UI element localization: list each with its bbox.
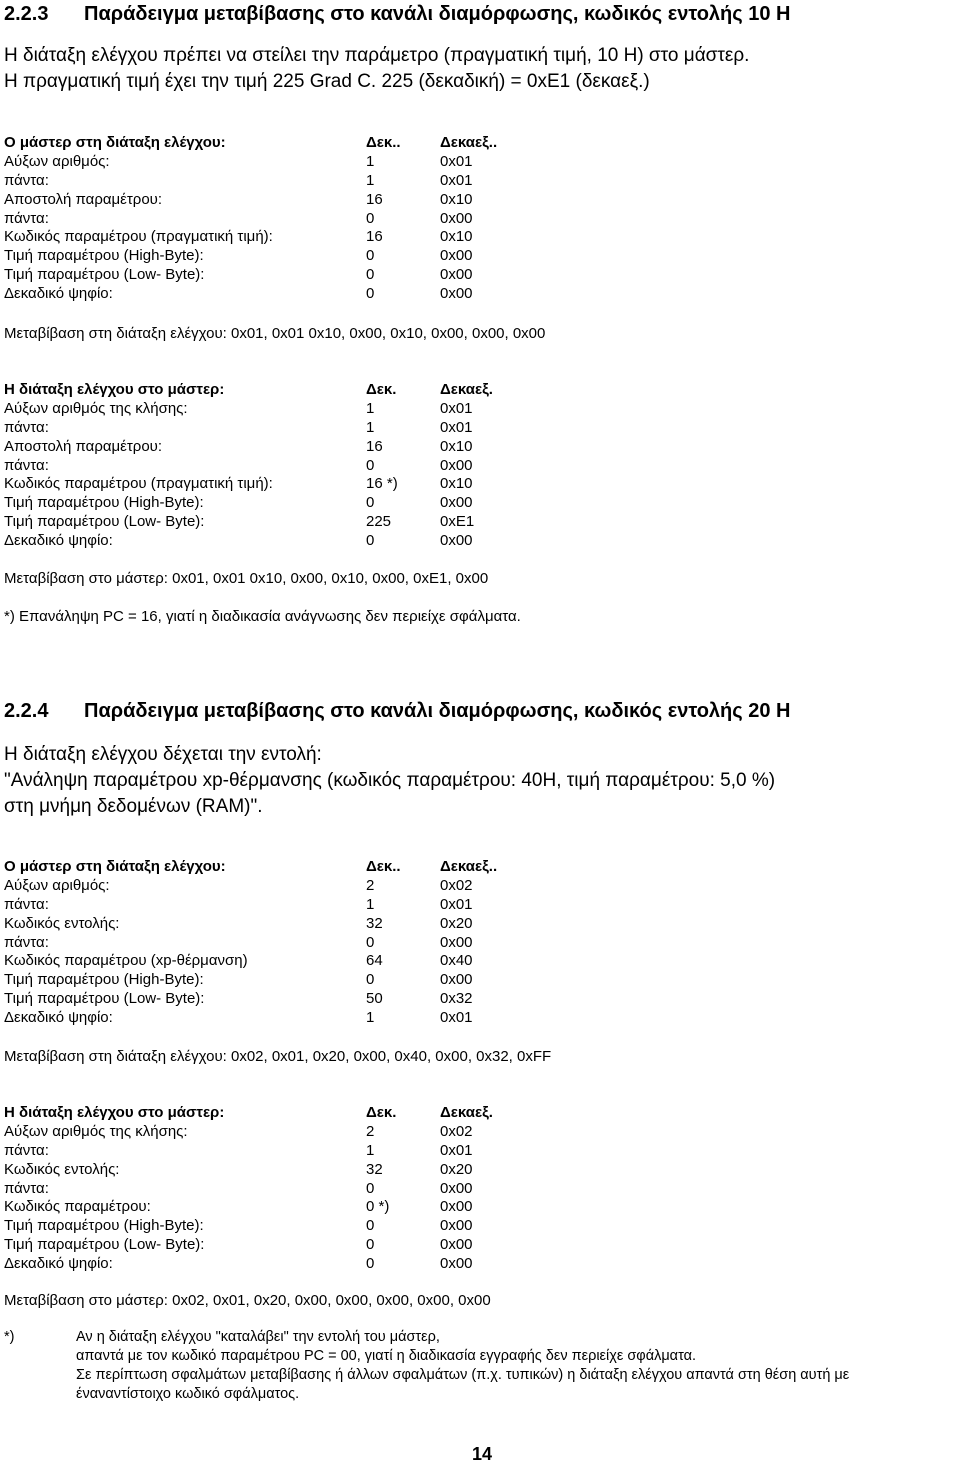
table-cell-hex: 0x20 [440,1160,473,1178]
table-cell-hex: 0x01 [440,399,473,417]
table-cell-hex: 0x01 [440,171,473,189]
table-cell-dec: 16 *) [366,475,398,493]
table-row [4,228,564,247]
table-cell-dec: Δεκ. [366,1104,397,1121]
intro-line: "Ανάληψη παραμέτρου xp-θέρμανσης (κωδικός παραμέτρου: 40H, τιμή παραμέτρου: 5,0 %) [4,770,776,791]
table-cell-dec: 0 [366,933,375,951]
table-row [4,513,564,532]
section-number: 2.2.4 [4,700,49,722]
table-cell-label: Τιμή παραμέτρου (Low- Byte): [4,513,205,531]
table-row [4,438,564,457]
table-row [4,247,564,266]
controller-to-master-table [4,381,564,551]
table-cell-label: Αποστολή παραμέτρου: [4,437,163,455]
table-cell-label: πάντα: [4,1179,49,1197]
table-row [4,1180,564,1199]
table-cell-label: Τιμή παραμέτρου (Low- Byte): [4,1236,205,1254]
table-row [4,1217,564,1236]
table-cell-hex: 0x00 [440,1198,473,1216]
table-cell-label: Αύξων αριθμός: [4,876,110,894]
table-cell-hex: 0x10 [440,437,473,455]
table-cell-dec: 0 [366,247,375,265]
table-cell-hex: 0x32 [440,990,473,1008]
page-number: 14 [472,1444,493,1464]
table-cell-label: πάντα: [4,456,49,474]
table-cell-hex: 0x10 [440,228,473,246]
table-cell-hex: 0x00 [440,1179,473,1197]
table-row [4,934,564,953]
section-heading [4,2,790,26]
table-cell-label: Αύξων αριθμός της κλήσης: [4,399,188,417]
section-number: 2.2.3 [4,3,49,25]
table-cell-dec: 0 [366,266,375,284]
table-cell-hex: 0x01 [440,895,473,913]
table-cell-label: Κωδικός παραμέτρου (xp-θέρμανση) [4,952,248,970]
table-row [4,971,564,990]
table-cell-dec: 0 [366,1236,375,1254]
table-cell-dec: 0 [366,1217,375,1235]
table-cell-hex: 0x00 [440,247,473,265]
table-cell-dec: 225 [366,513,392,531]
table-row [4,1123,564,1142]
table-cell-hex: 0x10 [440,190,473,208]
table-row [4,896,564,915]
table-cell-label: Κωδικός εντολής: [4,1160,120,1178]
table-cell-hex: 0x00 [440,532,473,550]
table-cell-hex: 0x01 [440,1009,473,1027]
table-cell-hex: 0x01 [440,1141,473,1159]
table-cell-label: Η διάταξη ελέγχου στο μάστερ: [4,1104,225,1121]
table-cell-dec: 16 [366,437,383,455]
table-cell-label: πάντα: [4,418,49,436]
table-cell-hex: 0x00 [440,285,473,303]
table-cell-label: Αύξων αριθμός της κλήσης: [4,1122,188,1140]
table-cell-label: Τιμή παραμέτρου (Low- Byte): [4,990,205,1008]
table-cell-dec: Δεκ. [366,381,397,398]
section-title: Παράδειγμα μεταβίβασης στο κανάλι διαμόρφωσης, κωδικός εντολής 10 H [84,3,791,25]
table-cell-hex: 0x02 [440,876,473,894]
table-cell-dec: 0 [366,532,375,550]
table-cell-hex: 0x01 [440,418,473,436]
table-cell-dec: 0 [366,1179,375,1197]
table-cell-label: Τιμή παραμέτρου (High-Byte): [4,494,204,512]
table-cell-label: Η διάταξη ελέγχου στο μάστερ: [4,381,225,398]
intro-line: στη μνήμη δεδομένων (RAM)". [4,796,263,817]
table-cell-hex: 0x01 [440,152,473,170]
master-to-controller-table [4,134,564,304]
intro-line: Η διάταξη ελέγχου πρέπει να στείλει την παράμετρο (πραγματική τιμή, 10 H) στο μάστερ. [4,45,750,66]
table-cell-hex: 0x00 [440,1255,473,1273]
footnote-line: έναναντίστοιχο κωδικό σφάλματος. [76,1386,300,1402]
table-row [4,1255,564,1274]
table-row [4,475,564,494]
table-header [4,381,564,400]
table-row [4,210,564,229]
table-cell-label: πάντα: [4,1141,49,1159]
table-cell-hex: 0x40 [440,952,473,970]
table-cell-dec: 2 [366,876,375,894]
table-cell-label: Ο μάστερ στη διάταξη ελέγχου: [4,134,226,151]
table-cell-dec: 0 [366,494,375,512]
intro-line: Η πραγματική τιμή έχει την τιμή 225 Grad C. 225 (δεκαδική) = 0xE1 (δεκαεξ.) [4,71,650,92]
table-cell-hex: Δεκαεξ.. [440,858,498,875]
table-row [4,1009,564,1028]
section-title: Παράδειγμα μεταβίβασης στο κανάλι διαμόρφωσης, κωδικός εντολής 20 H [84,700,791,722]
table-cell-dec: 1 [366,418,375,436]
table-cell-dec: 1 [366,1141,375,1159]
table-header [4,858,564,877]
table-cell-dec: 1 [366,152,375,170]
table-cell-label: πάντα: [4,895,49,913]
table-cell-label: Τιμή παραμέτρου (High-Byte): [4,971,204,989]
table-row [4,1236,564,1255]
table-cell-hex: 0x02 [440,1122,473,1140]
table-cell-hex: 0x00 [440,456,473,474]
table-cell-dec: 32 [366,914,383,932]
table-row [4,191,564,210]
table-row [4,266,564,285]
table-cell-hex: 0x00 [440,266,473,284]
transfer-line: Μεταβίβαση στο μάστερ: 0x01, 0x01 0x10, 0x00, 0x10, 0x00, 0xE1, 0x00 [4,570,489,587]
table-cell-label: Κωδικός παραμέτρου (πραγματική τιμή): [4,228,273,246]
footnote [4,1328,960,1408]
table-cell-hex: 0x00 [440,933,473,951]
table-cell-dec: 0 [366,971,375,989]
table-row [4,400,564,419]
table-cell-dec: 0 [366,285,375,303]
footnote-mark: *) [4,1329,15,1345]
controller-to-master-table [4,1104,564,1274]
table-cell-label: πάντα: [4,209,49,227]
table-row [4,419,564,438]
table-cell-label: Κωδικός παραμέτρου: [4,1198,151,1216]
master-to-controller-table [4,858,564,1028]
table-cell-dec: 16 [366,228,383,246]
table-row [4,877,564,896]
table-row [4,952,564,971]
table-row [4,172,564,191]
table-cell-hex: 0x00 [440,1217,473,1235]
table-row [4,1142,564,1161]
table-header [4,134,564,153]
transfer-line: Μεταβίβαση στο μάστερ: 0x02, 0x01, 0x20, 0x00, 0x00, 0x00, 0x00, 0x00 [4,1292,491,1309]
table-cell-dec: 0 [366,1255,375,1273]
table-cell-label: Δεκαδικό ψηφίο: [4,1009,113,1027]
table-cell-dec: Δεκ.. [366,134,401,151]
table-row [4,494,564,513]
table-cell-label: Δεκαδικό ψηφίο: [4,1255,113,1273]
section-heading [4,699,790,723]
intro-line: Η διάταξη ελέγχου δέχεται την εντολή: [4,744,322,765]
table-cell-hex: 0x00 [440,1236,473,1254]
table-cell-label: Κωδικός παραμέτρου (πραγματική τιμή): [4,475,273,493]
table-cell-dec: 2 [366,1122,375,1140]
table-cell-label: Κωδικός εντολής: [4,914,120,932]
table-cell-label: Ο μάστερ στη διάταξη ελέγχου: [4,858,226,875]
footnote-line: Σε περίπτωση σφαλμάτων μεταβίβασης ή άλλων σφαλμάτων (π.χ. τυπικών) η διάταξη ελέγχου απαντά στη θέση αυτή με [76,1367,850,1383]
note-line: *) Επανάληψη PC = 16, γιατί η διαδικασία ανάγνωσης δεν περιείχε σφάλματα. [4,608,521,625]
table-row [4,915,564,934]
table-cell-dec: 64 [366,952,383,970]
footnote-line: απαντά με τον κωδικό παραμέτρου PC = 00, γιατί η διαδικασία εγγραφής δεν περιείχε σφάλματα. [76,1348,697,1364]
table-cell-label: πάντα: [4,933,49,951]
table-cell-label: Δεκαδικό ψηφίο: [4,532,113,550]
table-cell-dec: 1 [366,399,375,417]
table-cell-label: πάντα: [4,171,49,189]
table-cell-hex: Δεκαεξ. [440,381,493,398]
table-cell-hex: 0xE1 [440,513,475,531]
table-row [4,153,564,172]
table-cell-label: Αύξων αριθμός: [4,152,110,170]
table-cell-dec: 50 [366,990,383,1008]
table-header [4,1104,564,1123]
table-cell-hex: 0x00 [440,494,473,512]
table-cell-dec: 16 [366,190,383,208]
table-row [4,1161,564,1180]
table-cell-label: Τιμή παραμέτρου (Low- Byte): [4,266,205,284]
table-cell-label: Αποστολή παραμέτρου: [4,190,163,208]
table-row [4,457,564,476]
table-cell-dec: 1 [366,895,375,913]
table-cell-label: Τιμή παραμέτρου (High-Byte): [4,247,204,265]
table-cell-hex: 0x10 [440,475,473,493]
table-cell-dec: 32 [366,1160,383,1178]
table-cell-label: Δεκαδικό ψηφίο: [4,285,113,303]
table-cell-hex: 0x00 [440,971,473,989]
table-cell-hex: Δεκαεξ.. [440,134,498,151]
table-cell-hex: 0x20 [440,914,473,932]
table-cell-dec: 1 [366,171,375,189]
table-row [4,532,564,551]
table-row [4,285,564,304]
transfer-line: Μεταβίβαση στη διάταξη ελέγχου: 0x02, 0x01, 0x20, 0x00, 0x40, 0x00, 0x32, 0xFF [4,1048,552,1065]
table-cell-hex: Δεκαεξ. [440,1104,493,1121]
table-row [4,990,564,1009]
table-cell-dec: 0 *) [366,1198,390,1216]
table-cell-dec: 1 [366,1009,375,1027]
table-cell-hex: 0x00 [440,209,473,227]
table-cell-dec: 0 [366,456,375,474]
table-cell-dec: 0 [366,209,375,227]
table-cell-label: Τιμή παραμέτρου (High-Byte): [4,1217,204,1235]
footnote-line: Αν η διάταξη ελέγχου "καταλάβει" την εντολή του μάστερ, [76,1329,440,1345]
table-cell-dec: Δεκ.. [366,858,401,875]
transfer-line: Μεταβίβαση στη διάταξη ελέγχου: 0x01, 0x01 0x10, 0x00, 0x10, 0x00, 0x00, 0x00 [4,325,546,342]
table-row [4,1198,564,1217]
